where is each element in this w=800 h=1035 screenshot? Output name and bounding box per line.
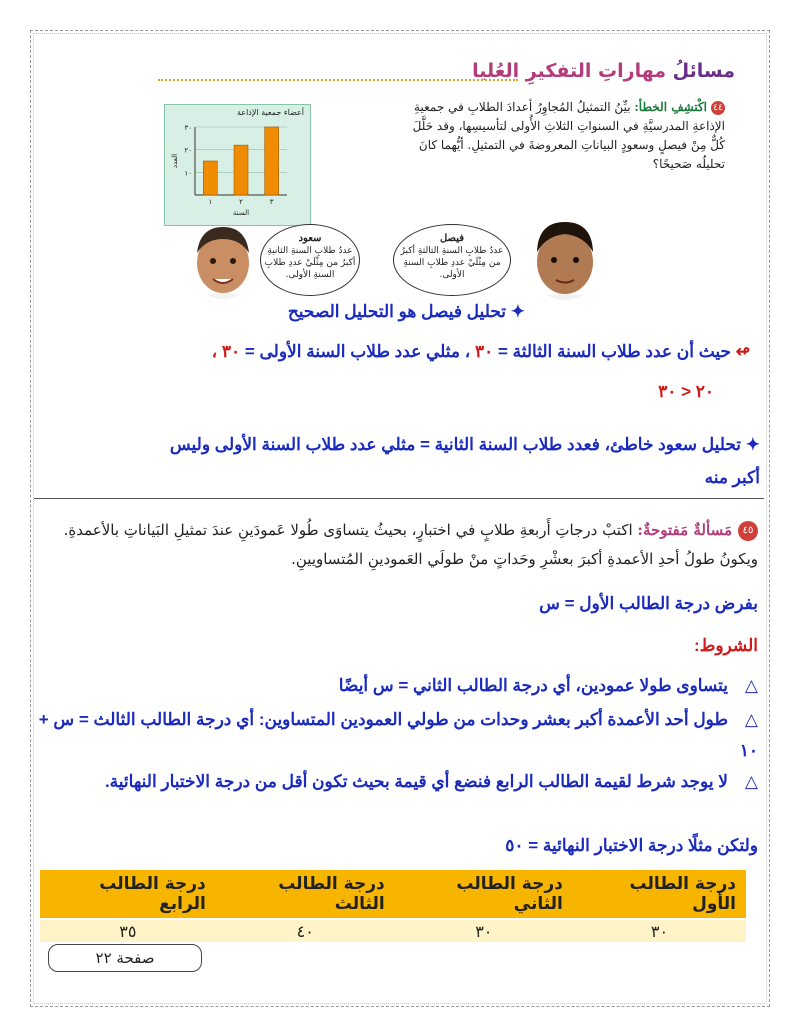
bar-chart (164, 104, 311, 226)
arrow-bullet-icon: ↫ (731, 342, 750, 361)
question-text: اكتبْ درجاتِ أَربعةِ طلابٍ في اختبارٍ، بحيثُ يتساوَى طُولا عَمودَينِ عندَ تمثيلِ البَياناتِ بالأعمدةِ. ويكونُ طولُ أحدِ الأعمدةِ أكبرَ بعشْرِ وحَداتٍ منْ طولَي العَمودينِ المُتساويينِ. (63, 521, 758, 568)
condition-1-text: يتساوى طولا عمودين، أي درجة الطالب الثاني = س أيضًا (338, 676, 728, 695)
x-tick-label: ٢ (239, 198, 243, 206)
x-tick-label: ٣ (269, 198, 274, 206)
assumption-line (539, 594, 758, 614)
question-text: بيِّنُ التمثيلُ المُجاوِرُ أعدادَ الطلابِ في جمعيةِ الإذاعةِ المدرسيَّةِ في السنواتِ الثلاثِ الأُولى لتأسيسِها، وقد حَلَّلَ كُلٌّ مِنْ فيصلٍ وسعودٍ البياناتِ المعروضةَ في التمثيلِ. أيُّهما كانَ تحليلُه صَحيحًا؟ (412, 100, 725, 171)
example-line (505, 836, 758, 856)
speaker-name-faisal: فيصل (439, 233, 465, 244)
question-keyword: اكْتشِفِ الخطأ: (634, 100, 707, 114)
table-header-row (40, 870, 746, 919)
answer1-line2-mid: ، مثلي عدد طلاب السنة الأولى = (240, 342, 475, 361)
section-divider (34, 498, 764, 499)
scores-table (40, 870, 746, 942)
table-cell: ٣٠ (573, 919, 746, 942)
x-tick-label: ١ (208, 198, 213, 206)
conditions-title (694, 636, 758, 656)
chart-title: أعضاء جمعية الإذاعة (237, 108, 304, 117)
table-row (40, 919, 746, 942)
answer1-line4 (30, 428, 760, 494)
question-number-badge: ٤٥ (738, 521, 758, 541)
speaker-text-faisal: عددُ طلابِ السنةِ الثالثةِ أكبرُ من مِثْلَيْ عددِ طلابِ السنةِ الأولى. (400, 246, 504, 280)
table-cell: ٤٠ (216, 919, 395, 942)
answer1-line2-prefix: حيث أن عدد طلاب السنة الثالثة = (493, 342, 732, 361)
speaker-name-saud: سعود (298, 233, 322, 244)
question-44 (410, 98, 725, 174)
answer1-line2-suffix: ، (211, 342, 222, 361)
speaker-text-saud: عددُ طلابِ السنةِ الثانيةِ أكبرُ من مِثْلَيْ عددِ طلابِ السنةِ الأولى. (264, 246, 356, 280)
table-header-cell: درجة الطالب الثاني (395, 870, 573, 919)
y-axis-label: العدد (171, 153, 179, 169)
page-number-badge: صفحة ٢٢ (48, 944, 202, 972)
bar (203, 161, 217, 195)
bar (265, 127, 279, 195)
answer1-inequality-text: ٢٠ < ٣٠ (658, 382, 714, 401)
y-tick-label: ٣٠ (184, 124, 192, 132)
example-text: ولتكن مثلًا درجة الاختبار النهائية = ٥٠ (505, 836, 758, 855)
faisal-speech-bubble (393, 224, 511, 296)
question-45 (38, 516, 758, 574)
answer1-line1 (288, 302, 525, 322)
answer1-line4-text: تحليل سعود خاطئ، فعدد طلاب السنة الثانية = مثلي عدد طلاب السنة الأولى وليس (169, 435, 742, 454)
triangle-bullet-icon: △ (744, 772, 758, 791)
bar (234, 145, 248, 195)
condition-2 (38, 704, 758, 766)
section-title-rest: مهاراتِ التفكيرِ العُليا (472, 60, 667, 82)
assumption-text: بفرض درجة الطالب الأول = س (539, 594, 758, 613)
condition-2-text: طول أحد الأعمدة أكبر بعشر وحدات من طولي العمودين المتساوين: أي درجة الطالب الثالث = س + ١٠ (38, 710, 758, 760)
answer1-line1-text: تحليل فيصل هو التحليل الصحيح (287, 302, 507, 321)
condition-1 (38, 676, 758, 696)
question-keyword: مَسألةٌ مَفتوحةٌ: (637, 521, 732, 539)
answer1-line2 (212, 342, 750, 362)
faisal-avatar (526, 212, 604, 300)
saud-speech-bubble (260, 224, 360, 296)
diamond-bullet-icon: ✦ (741, 435, 760, 454)
condition-3-text: لا يوجد شرط لقيمة الطالب الرابع فنضع أي قيمة بحيث تكون أقل من درجة الاختبار النهائية. (104, 772, 728, 791)
y-tick-label: ٢٠ (184, 146, 192, 155)
section-title-first: مسائلُ (672, 60, 735, 82)
saud-avatar (188, 217, 258, 299)
y-tick-label: ١٠ (184, 169, 192, 178)
table-header-cell: درجة الطالب الرابع (40, 870, 216, 919)
condition-3 (38, 766, 758, 797)
answer1-value-third-year: ٣٠ (474, 342, 494, 361)
table-header-cell: درجة الطالب الثالث (216, 870, 395, 919)
triangle-bullet-icon: △ (744, 710, 758, 729)
conditions-title-text: الشروط: (693, 636, 758, 655)
table-header-cell: درجة الطالب الأول (573, 870, 746, 919)
answer1-value-double-first: ٣٠ (221, 342, 241, 361)
question-number-badge: ٤٤ (711, 101, 725, 115)
textbook-excerpt (150, 54, 735, 299)
answer1-line4-cont: أكبر منه (704, 468, 760, 487)
answer1-inequality (658, 382, 714, 402)
x-axis-label: السنة (232, 209, 250, 217)
triangle-bullet-icon: △ (744, 676, 758, 695)
dotted-divider (158, 79, 518, 81)
diamond-bullet-icon: ✦ (506, 302, 525, 321)
table-cell: ٣٥ (40, 919, 216, 942)
table-cell: ٣٠ (395, 919, 573, 942)
chart-svg (165, 105, 310, 225)
